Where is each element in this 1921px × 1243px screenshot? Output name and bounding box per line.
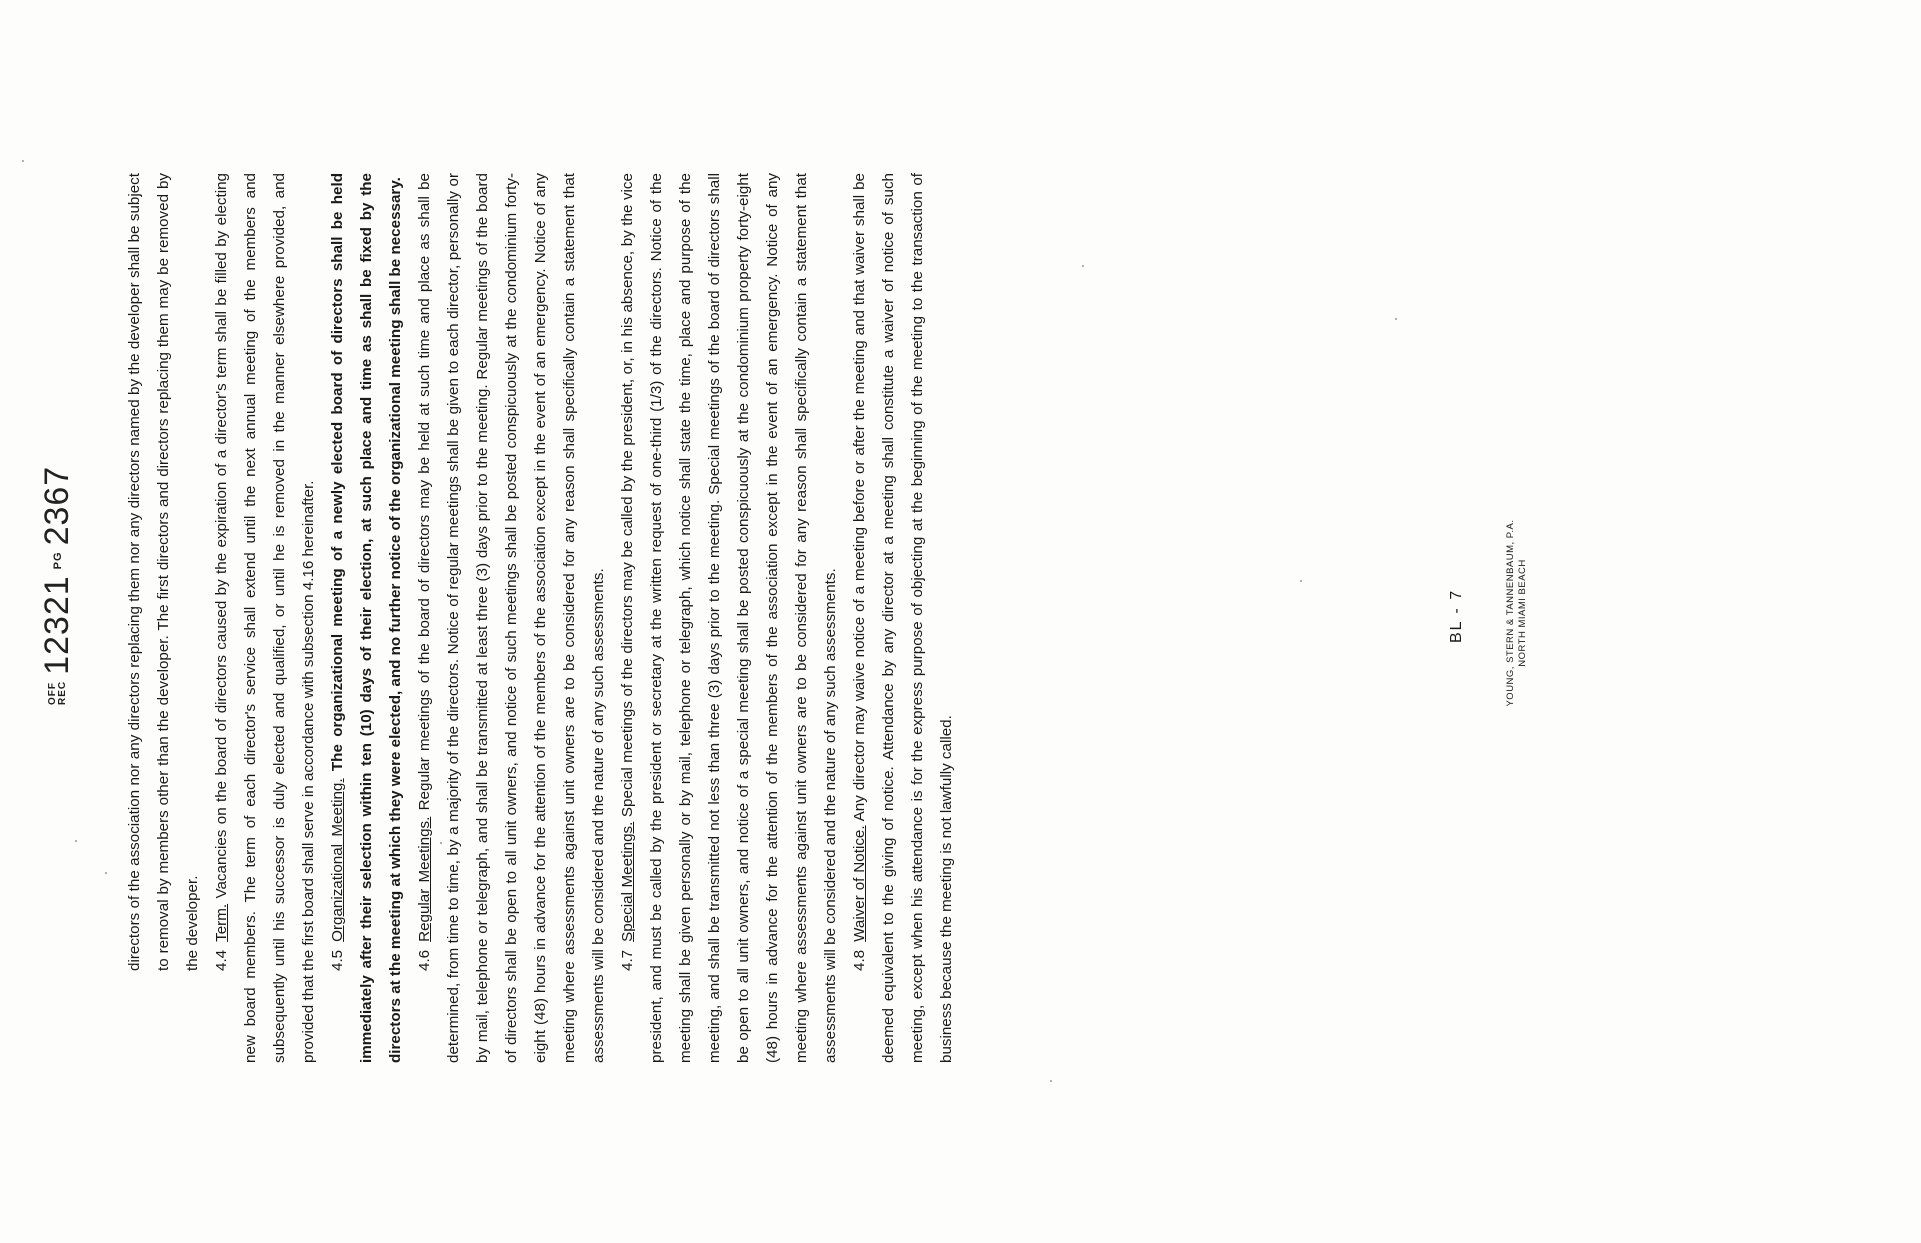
- scan-speck: [75, 840, 77, 842]
- section-heading: Special Meetings.: [619, 821, 636, 942]
- page-number: 2367: [38, 465, 76, 546]
- scan-speck: [22, 160, 24, 162]
- scan-speck: [105, 872, 107, 874]
- section-4-8: [845, 173, 961, 1063]
- section-text: The organizational meeting of a newly elected board of directors shall be held immediately after their selection within ten (10) days of their election, at such place and time as shall be fixed by the directors at the meeting at which they were elected, and no further notice of the organizational meeting shall be necessary.: [329, 173, 404, 1063]
- firm-city: NORTH MIAMI BEACH: [1517, 559, 1528, 667]
- off-rec-label: [48, 681, 68, 705]
- page-identifier: BL - 7: [1448, 588, 1465, 643]
- rec-label: REC: [56, 680, 68, 705]
- section-heading: Term.: [213, 903, 230, 942]
- scan-speck: [1050, 1080, 1052, 1082]
- section-4-6: [410, 173, 613, 1063]
- continuation-paragraph: directors of the association nor any directors replacing them nor any directors named by the developer shall be subject to removal by members other than the developer. The first directors and directors replacing them may be removed by the developer.: [126, 173, 201, 971]
- section-text: Regular meetings of the board of directors may be held at such time and place as shall be determined, from time to time, by a majority of the directors. Notice of regular meetings shall be given to each director, personally or by mail, telephone or telegraph, and shall be transmitted at least three (3) days prior to the meeting. Regular meetings of the board of directors shall be open to all unit owners, and notice of such meetings shall be posted conspicuously at the condominium forty-eight (48) hours in advance for the attention of the members of the association except in the event of an emergency. Notice of any meeting where assessments against unit owners are to be considered for any reason shall specifically contain a statement that assessments will be considered and the nature of any such assessments.: [416, 173, 607, 1063]
- section-text: Any director may waive notice of a meeting before or after the meeting and that waiver shall be deemed equivalent to the giving of notice. Attendance by any director at a meeting shall constitute a waiver of notice of such meeting, except when his attendance is for the express purpose of objecting at the beginning of the meeting to the transaction of business because the meeting is not lawfully called.: [851, 173, 955, 1063]
- recording-stamp: [38, 466, 77, 705]
- scan-speck: [1082, 265, 1084, 267]
- scan-speck: [1300, 580, 1302, 582]
- section-heading: Organizational Meeting.: [329, 778, 346, 942]
- section-number: 4.8: [851, 949, 868, 971]
- scan-speck: [1395, 318, 1397, 320]
- section-4-7: [613, 173, 845, 1063]
- section-number: 4.7: [619, 949, 636, 971]
- section-heading: Waiver of Notice.: [851, 825, 868, 942]
- scan-speck: [440, 842, 442, 844]
- firm-name: YOUNG, STERN & TANNENBAUM, P.A.: [1505, 519, 1516, 707]
- off-label: OFF: [46, 682, 58, 705]
- section-4-4: [207, 173, 323, 1063]
- firm-footer: [1505, 423, 1529, 803]
- section-number: 4.5: [329, 949, 346, 971]
- pg-label: PG: [51, 551, 64, 570]
- section-number: 4.4: [213, 949, 230, 971]
- section-text: Special meetings of the directors may be called by the president, or, in his absence, by the vice president, and must be called by the president or secretary at the written request of one-third (1/3) of the directors. Notice of the meeting shall be given personally or by mail, telephone or telegraph, which notice shall state the time, place and purpose of the meeting, and shall be transmitted not less than three (3) days prior to the meeting. Special meetings of the board of directors shall be open to all unit owners, and notice of a special meeting shall be posted conspicuously at the condominium property forty-eight (48) hours in advance for the attention of the members of the association except in the event of an emergency. Notice of any meeting where assessments against unit owners are to be considered for any reason shall specifically contain a statement that assessments will be considered and the nature of any such assessments.: [619, 173, 839, 1063]
- section-heading: Regular Meetings.: [416, 816, 433, 942]
- section-number: 4.6: [416, 949, 433, 971]
- section-text: Vacancies on the board of directors caused by the expiration of a director's term shall be filled by electing new board members. The term of each director's service shall extend until the next annual meeting of the members and subsequently until his successor is duly elected and qualified, or until he is removed in the manner elsewhere provided, and provided that the first board shall serve in accordance with subsection 4.16 hereinafter.: [213, 173, 317, 1063]
- book-number: 12321: [38, 575, 76, 675]
- section-4-5: [323, 173, 410, 1063]
- body-text: [120, 173, 961, 1063]
